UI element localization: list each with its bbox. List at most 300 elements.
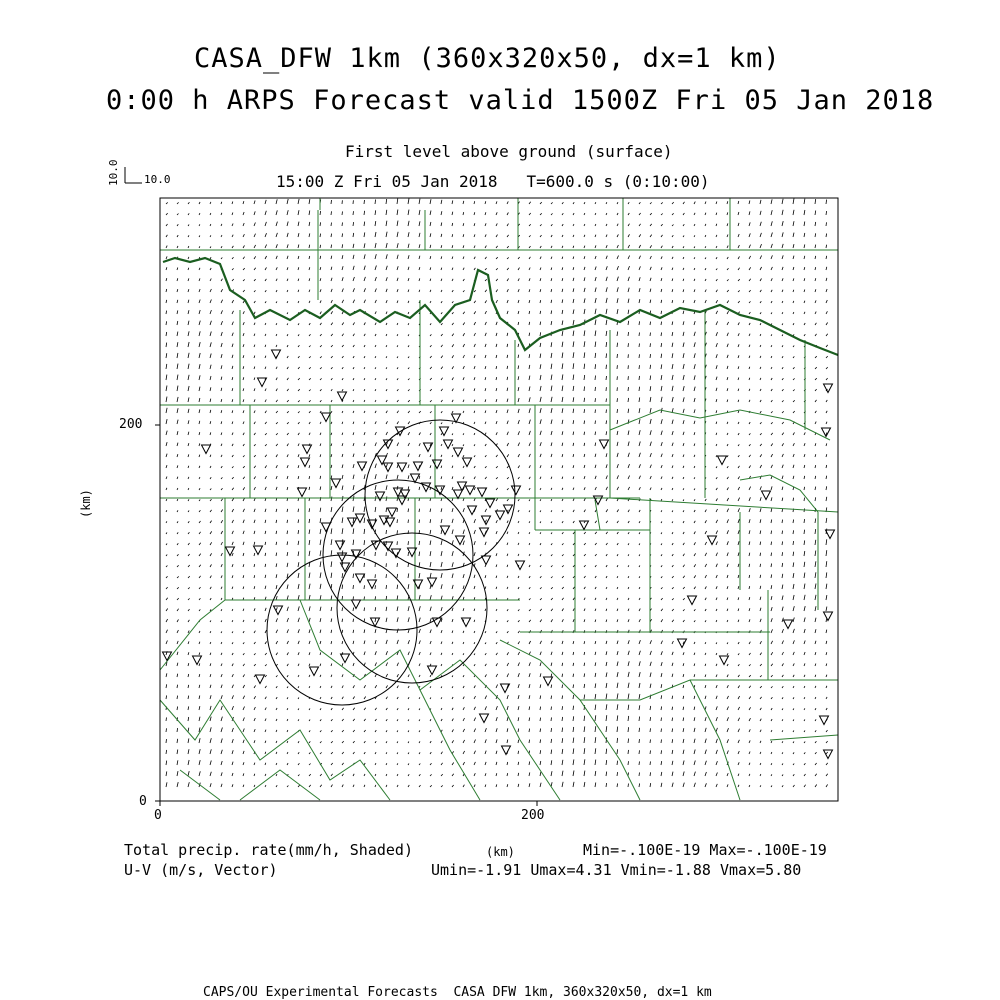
wind-vector: [166, 332, 167, 336]
wind-vector: [331, 476, 332, 480]
wind-vector: [166, 375, 167, 380]
wind-vector: [628, 576, 629, 578]
wind-vector: [386, 697, 388, 699]
wind-vector: [364, 334, 365, 336]
wind-vector: [683, 739, 684, 743]
wind-vector: [199, 488, 200, 490]
wind-vector: [199, 663, 200, 666]
wind-vector: [573, 587, 575, 589]
wind-vector: [452, 344, 454, 347]
wind-vector: [419, 641, 420, 645]
wind-vector: [188, 310, 189, 314]
wind-vector: [518, 587, 519, 589]
wind-vector: [518, 740, 519, 743]
wind-vector: [672, 718, 673, 721]
wind-vector: [716, 388, 717, 391]
wind-vector: [331, 454, 332, 457]
wind-vector: [683, 386, 684, 391]
wind-vector: [199, 202, 200, 204]
wind-vector: [364, 211, 365, 215]
wind-vector: [551, 431, 552, 435]
wind-vector: [683, 279, 684, 281]
wind-vector: [540, 431, 541, 435]
wind-vector: [595, 288, 596, 293]
wind-vector: [826, 518, 827, 523]
wind-vector: [199, 466, 200, 468]
wind-vector: [177, 364, 178, 369]
wind-vector: [705, 268, 706, 270]
wind-vector: [628, 256, 630, 260]
wind-vector: [386, 277, 387, 281]
wind-vector: [287, 574, 288, 578]
wind-vector: [661, 354, 662, 358]
wind-vector: [397, 530, 398, 534]
station-marker: [193, 656, 202, 665]
wind-vector: [606, 683, 607, 688]
wind-vector: [375, 400, 376, 402]
wind-vector: [496, 223, 497, 226]
wind-vector: [430, 400, 432, 402]
wind-vector: [716, 433, 717, 435]
wind-vector: [727, 422, 728, 424]
wind-vector: [804, 742, 805, 744]
wind-vector: [584, 598, 585, 600]
wind-vector: [716, 422, 717, 424]
wind-vector: [254, 740, 255, 743]
wind-vector: [595, 476, 596, 479]
wind-vector: [584, 543, 586, 545]
station-marker: [826, 530, 835, 539]
wind-vector: [606, 672, 607, 677]
wind-vector: [221, 444, 222, 446]
wind-vector: [441, 323, 443, 325]
wind-vector: [265, 686, 267, 688]
wind-vector: [452, 519, 453, 523]
wind-vector: [661, 718, 662, 722]
wind-vector: [815, 411, 816, 413]
wind-vector: [573, 748, 574, 754]
station-marker: [824, 750, 833, 759]
wind-vector: [298, 775, 300, 777]
wind-vector: [496, 531, 497, 534]
wind-vector: [584, 565, 586, 567]
wind-vector: [210, 685, 211, 688]
wind-vector: [573, 565, 575, 567]
wind-vector: [463, 686, 464, 688]
wind-vector: [826, 774, 828, 776]
wind-vector: [386, 312, 387, 314]
wind-vector: [595, 641, 596, 644]
wind-vector: [386, 378, 387, 380]
wind-vector: [661, 488, 662, 490]
wind-vector: [584, 737, 585, 743]
wind-vector: [177, 771, 178, 776]
wind-vector: [210, 489, 211, 491]
wind-vector: [298, 233, 299, 237]
wind-vector: [463, 729, 465, 732]
wind-vector: [485, 664, 486, 666]
wind-vector: [804, 432, 805, 435]
wind-vector: [749, 279, 751, 281]
wind-vector: [166, 397, 167, 402]
wind-vector: [441, 697, 442, 699]
wind-vector: [474, 729, 476, 733]
wind-vector: [276, 596, 277, 600]
wind-vector: [364, 367, 365, 369]
wind-vector: [518, 773, 519, 776]
wind-vector: [683, 565, 685, 567]
station-marker: [482, 556, 491, 565]
wind-vector: [364, 411, 365, 413]
wind-vector: [221, 343, 222, 347]
wind-vector: [595, 726, 596, 732]
wind-vector: [485, 653, 486, 655]
wind-vector: [419, 433, 421, 436]
wind-vector: [474, 201, 475, 204]
wind-vector: [320, 641, 321, 644]
wind-vector: [298, 741, 299, 743]
wind-vector: [276, 233, 277, 237]
wind-vector: [463, 785, 464, 787]
wind-vector: [276, 585, 277, 589]
wind-vector: [584, 532, 586, 534]
wind-vector: [452, 234, 453, 237]
wind-vector: [298, 367, 300, 369]
wind-vector: [573, 246, 574, 248]
station-marker: [822, 428, 831, 437]
wind-vector: [562, 619, 563, 622]
wind-vector: [551, 477, 552, 479]
wind-vector: [782, 199, 783, 204]
wind-vector: [727, 664, 728, 666]
wind-vector: [408, 267, 409, 270]
wind-vector: [628, 224, 630, 226]
wind-vector: [408, 312, 409, 314]
wind-vector: [694, 409, 695, 413]
wind-vector: [353, 400, 354, 402]
x-axis-unit: (km): [486, 845, 515, 859]
wind-vector: [386, 323, 387, 325]
wind-vector: [628, 398, 629, 402]
wind-vector: [397, 453, 398, 457]
wind-vector: [804, 487, 805, 490]
wind-vector: [694, 364, 695, 369]
wind-vector: [243, 410, 244, 413]
wind-vector: [232, 542, 233, 545]
wind-vector: [408, 443, 410, 446]
wind-vector: [342, 719, 344, 721]
wind-vector: [188, 532, 189, 534]
wind-vector: [474, 740, 476, 744]
wind-vector: [683, 443, 684, 446]
wind-vector: [474, 620, 475, 622]
wind-vector: [595, 421, 596, 425]
wind-vector: [331, 528, 332, 534]
wind-vector: [342, 367, 343, 369]
station-marker: [352, 600, 361, 609]
wind-vector: [573, 510, 574, 512]
wind-vector: [485, 411, 486, 414]
wind-vector: [628, 288, 629, 292]
wind-vector: [232, 202, 233, 205]
wind-vector: [166, 289, 167, 292]
wind-vector: [441, 312, 442, 314]
station-marker: [163, 652, 172, 661]
wind-vector: [804, 562, 805, 567]
wind-vector: [496, 212, 497, 215]
wind-vector: [342, 323, 344, 326]
wind-vector: [342, 411, 343, 413]
wind-vector: [738, 575, 739, 578]
wind-vector: [771, 585, 772, 589]
wind-vector: [474, 785, 475, 787]
wind-vector: [760, 211, 761, 215]
wind-vector: [804, 323, 805, 325]
wind-vector: [650, 684, 651, 688]
wind-vector: [562, 706, 563, 710]
wind-vector: [331, 200, 332, 204]
wind-vector: [595, 705, 596, 710]
wind-vector: [727, 696, 729, 699]
wind-vector: [584, 652, 585, 655]
wind-vector: [485, 773, 486, 776]
wind-vector: [551, 443, 552, 447]
wind-vector: [518, 300, 519, 303]
wind-vector: [672, 332, 673, 336]
wind-vector: [320, 312, 321, 314]
wind-vector: [232, 575, 233, 578]
wind-vector: [463, 234, 464, 237]
wind-vector: [276, 752, 277, 754]
wind-vector: [628, 694, 629, 699]
wind-vector: [573, 771, 574, 777]
wind-vector: [639, 510, 640, 512]
wind-vector: [309, 508, 310, 512]
wind-vector: [430, 698, 431, 700]
wind-vector: [595, 465, 596, 468]
wind-vector: [716, 290, 718, 292]
wind-vector: [584, 277, 585, 281]
wind-vector: [342, 517, 343, 523]
wind-vector: [287, 585, 288, 590]
wind-vector: [529, 202, 531, 204]
wind-vector: [177, 587, 179, 589]
wind-vector: [540, 750, 541, 754]
wind-vector: [452, 334, 454, 336]
wind-vector: [826, 708, 827, 710]
wind-vector: [353, 528, 354, 534]
wind-vector: [738, 455, 739, 457]
wind-vector: [584, 309, 585, 314]
wind-vector: [265, 741, 266, 743]
wind-vector: [320, 697, 321, 699]
wind-vector: [551, 224, 552, 226]
wind-vector: [518, 355, 519, 358]
wind-vector: [804, 618, 805, 623]
wind-vector: [408, 368, 409, 370]
wind-vector: [408, 411, 410, 413]
wind-vector: [672, 375, 673, 380]
wind-vector: [782, 210, 783, 215]
wind-vector: [540, 354, 541, 358]
wind-vector: [507, 454, 509, 457]
wind-vector: [210, 553, 212, 556]
wind-vector: [188, 587, 190, 589]
wind-vector: [177, 565, 179, 567]
wind-vector: [782, 596, 783, 601]
wind-vector: [199, 609, 200, 611]
wind-vector: [738, 444, 739, 446]
wind-vector: [166, 442, 167, 446]
wind-vector: [408, 686, 409, 688]
wind-vector: [419, 709, 420, 711]
wind-vector: [364, 652, 365, 656]
wind-vector: [551, 533, 552, 535]
wind-vector: [826, 741, 828, 743]
wind-vector: [353, 300, 355, 303]
wind-vector: [199, 236, 200, 238]
wind-vector: [485, 377, 486, 380]
wind-vector: [617, 598, 618, 600]
wind-vector: [628, 332, 629, 336]
wind-vector: [782, 255, 783, 259]
wind-vector: [342, 433, 343, 435]
wind-vector: [540, 783, 541, 787]
wind-vector: [309, 730, 310, 732]
wind-vector: [760, 356, 761, 358]
wind-vector: [265, 465, 267, 468]
wind-vector: [188, 409, 189, 413]
wind-vector: [265, 730, 266, 732]
wind-vector: [199, 409, 200, 413]
wind-vector: [782, 607, 783, 611]
wind-vector: [507, 609, 508, 611]
wind-vector: [177, 235, 178, 237]
wind-vector: [408, 210, 409, 215]
wind-vector: [298, 652, 299, 655]
wind-vector: [562, 717, 563, 721]
wind-vector: [331, 763, 333, 765]
wind-vector: [705, 510, 706, 512]
wind-vector: [683, 500, 684, 502]
wind-vector: [166, 431, 167, 435]
wind-vector: [606, 298, 607, 303]
wind-vector: [243, 674, 245, 677]
wind-vector: [716, 321, 718, 325]
wind-vector: [210, 587, 211, 589]
wind-vector: [496, 399, 497, 402]
wind-vector: [628, 640, 629, 644]
wind-vector: [760, 345, 761, 347]
wind-vector: [210, 642, 211, 644]
wind-vector: [331, 785, 333, 787]
wind-vector: [518, 420, 519, 424]
wind-vector: [430, 245, 431, 248]
wind-vector: [375, 378, 376, 380]
wind-vector: [320, 584, 321, 589]
wind-vector: [782, 686, 783, 688]
wind-vector: [540, 565, 541, 567]
wind-vector: [518, 477, 520, 479]
wind-vector: [573, 235, 574, 237]
wind-vector: [529, 706, 530, 710]
wind-vector: [441, 279, 442, 281]
wind-vector: [166, 321, 167, 325]
wind-vector: [716, 332, 718, 336]
wind-vector: [441, 367, 443, 369]
wind-vector: [408, 606, 409, 611]
wind-vector: [804, 785, 806, 787]
wind-vector: [452, 212, 453, 215]
wind-vector: [606, 694, 607, 699]
wind-vector: [331, 444, 332, 447]
wind-vector: [782, 652, 784, 655]
wind-vector: [672, 499, 673, 501]
wind-vector: [782, 465, 783, 468]
wind-vector: [397, 400, 399, 402]
wind-vector: [419, 741, 420, 743]
wind-vector: [496, 565, 497, 568]
wind-vector: [320, 785, 322, 787]
wind-vector: [221, 321, 223, 325]
wind-vector: [353, 334, 355, 336]
wind-vector: [573, 576, 575, 578]
wind-vector: [826, 497, 827, 501]
wind-vector: [298, 378, 300, 380]
wind-vector: [518, 762, 519, 765]
wind-vector: [232, 664, 233, 666]
wind-vector: [507, 740, 508, 744]
wind-vector: [507, 695, 508, 699]
wind-vector: [419, 606, 420, 611]
wind-vector: [562, 374, 563, 380]
wind-vector: [771, 378, 772, 380]
wind-vector: [650, 750, 651, 754]
wind-vector: [617, 783, 618, 787]
wind-vector: [419, 629, 420, 633]
wind-vector: [584, 235, 585, 237]
wind-vector: [705, 739, 706, 743]
wind-vector: [386, 475, 387, 480]
wind-vector: [463, 366, 464, 369]
wind-vector: [210, 321, 211, 325]
wind-vector: [419, 675, 420, 677]
wind-vector: [705, 279, 706, 281]
wind-vector: [793, 573, 794, 578]
wind-vector: [353, 685, 355, 688]
wind-vector: [551, 739, 552, 743]
wind-vector: [221, 477, 222, 479]
wind-vector: [375, 485, 376, 490]
wind-vector: [573, 443, 574, 446]
wind-vector: [694, 532, 695, 535]
wind-vector: [628, 705, 629, 710]
wind-vector: [430, 618, 431, 622]
wind-vector: [177, 321, 178, 325]
wind-vector: [232, 685, 234, 688]
wind-vector: [815, 763, 817, 765]
wind-vector: [199, 364, 200, 369]
wind-vector: [287, 323, 288, 325]
wind-vector: [364, 730, 366, 732]
wind-vector: [221, 332, 222, 336]
wind-vector: [683, 783, 684, 787]
wind-vector: [430, 356, 432, 358]
wind-vector: [243, 587, 244, 590]
wind-vector: [309, 433, 310, 435]
wind-vector: [430, 653, 431, 656]
wind-vector: [397, 389, 398, 391]
